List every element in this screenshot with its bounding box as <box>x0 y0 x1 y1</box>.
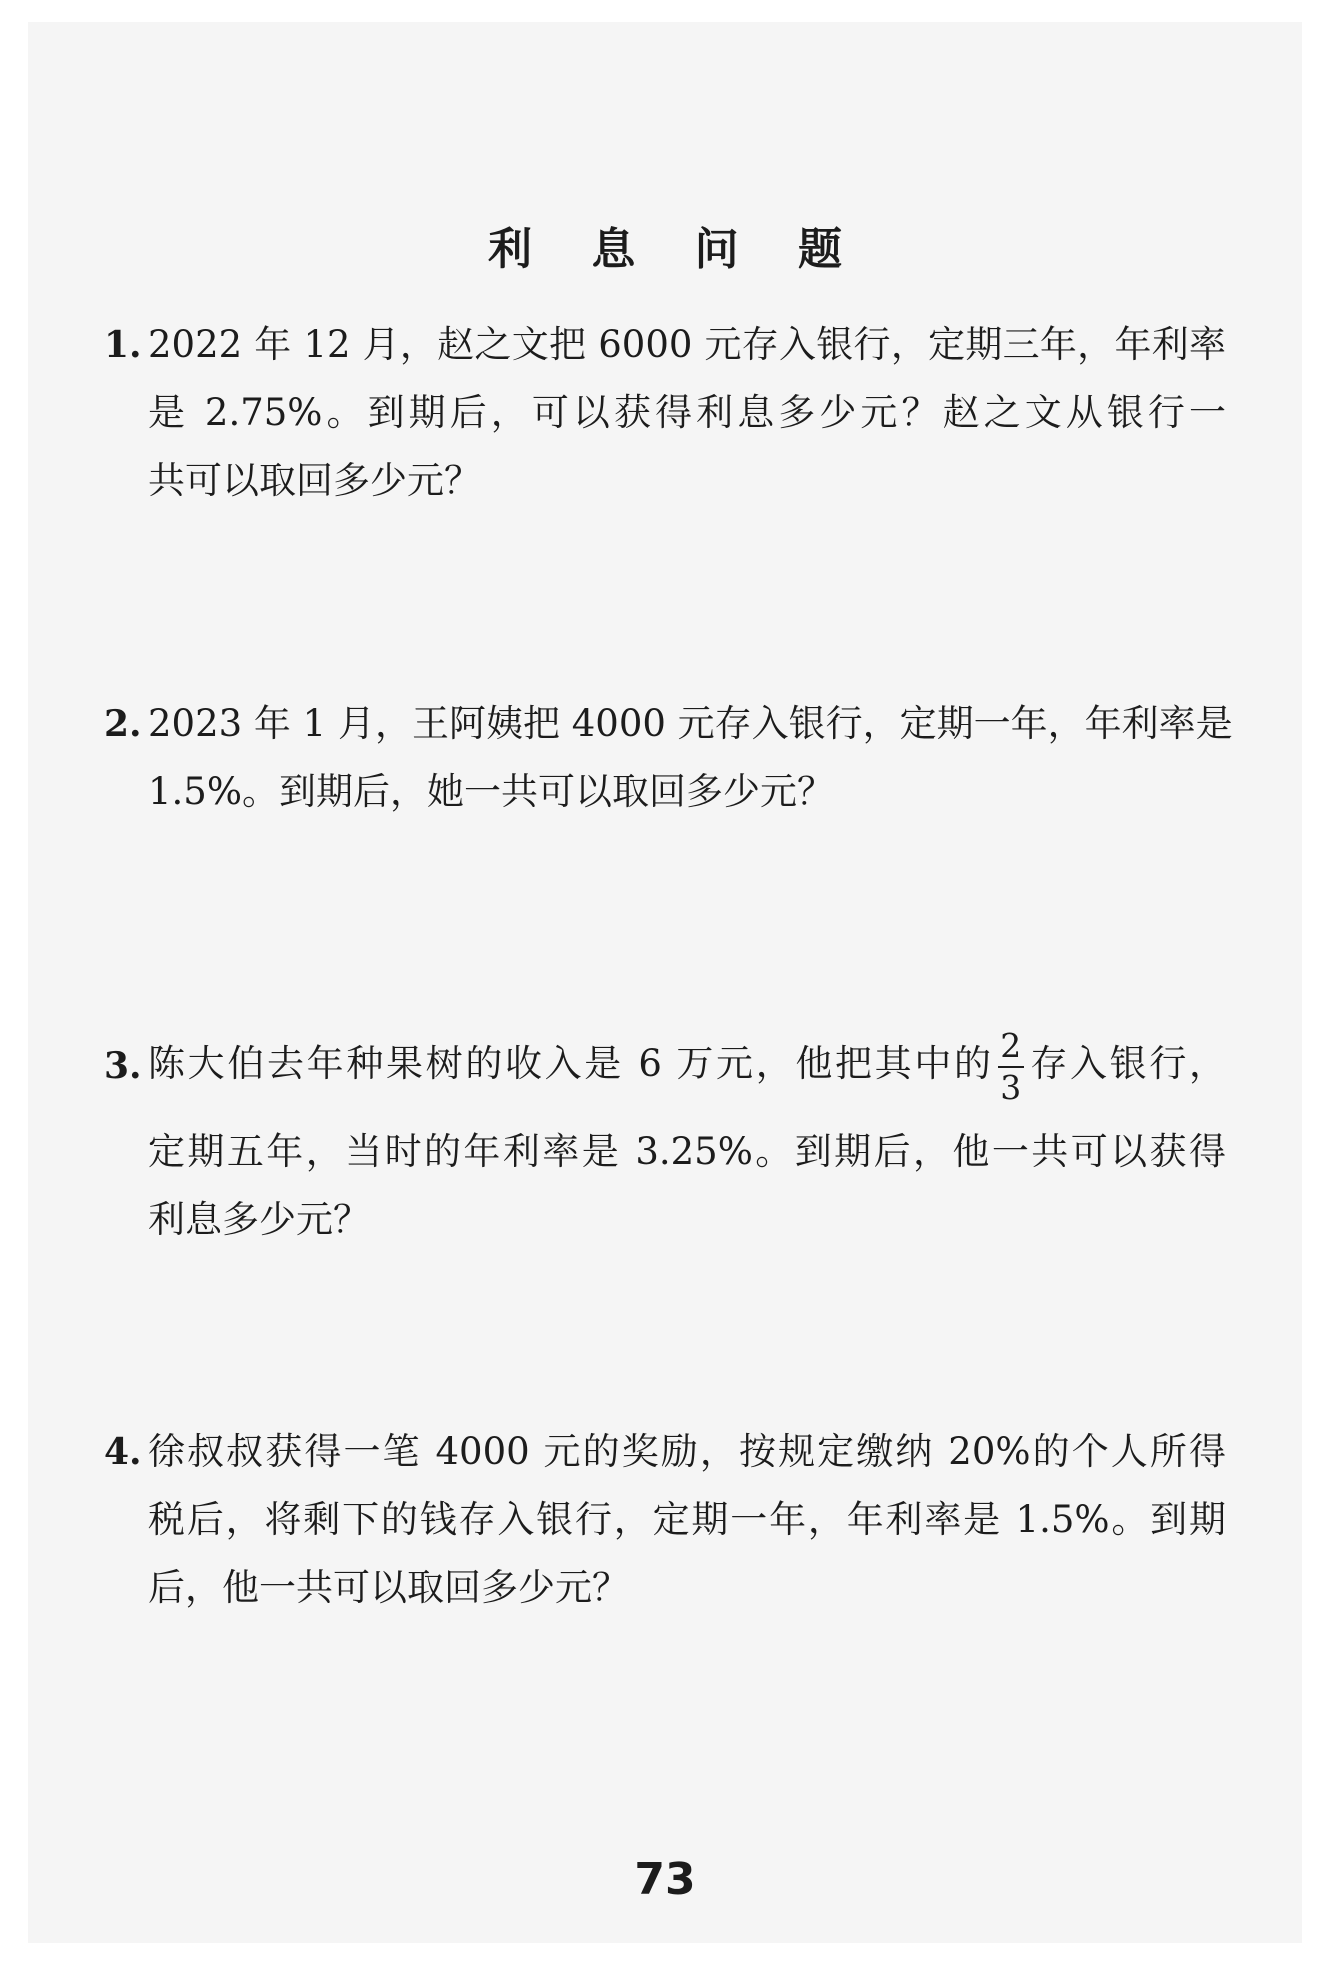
problem-2 <box>104 690 1233 826</box>
problem-line: 共可以取回多少元？ <box>148 459 481 502</box>
fraction <box>998 1026 1024 1108</box>
page-number: 73 <box>634 1854 696 1905</box>
problem-line: 后，他一共可以取回多少元？ <box>148 1566 629 1609</box>
problem-line: 利息多少元？ <box>148 1198 370 1241</box>
problem-3 <box>104 1010 1226 1254</box>
problem-number: 3. <box>104 1045 142 1087</box>
problem-number: 1. <box>104 324 142 366</box>
problem-text: 存入银行， <box>1027 1042 1227 1085</box>
fraction-denominator: 3 <box>1000 1067 1022 1107</box>
problem-1 <box>104 311 1226 515</box>
problem-line: 2022 年 12 月，赵之文把 6000 元存入银行，定期三年，年利率 <box>148 323 1226 366</box>
problem-text: 陈大伯去年种果树的收入是 6 万元，他把其中的 <box>148 1042 994 1085</box>
problem-line <box>104 1010 1226 1118</box>
problem-line: 税后，将剩下的钱存入银行，定期一年，年利率是 1.5%。到期 <box>148 1498 1226 1541</box>
problem-line: 1.5%。到期后，她一共可以取回多少元？ <box>148 770 834 813</box>
problem-number: 2. <box>104 703 142 745</box>
problem-line: 徐叔叔获得一笔 4000 元的奖励，按规定缴纳 20%的个人所得 <box>148 1430 1226 1473</box>
problem-number: 4. <box>104 1431 142 1473</box>
problem-line: 是 2.75%。到期后，可以获得利息多少元？赵之文从银行一 <box>148 391 1226 434</box>
problem-4 <box>104 1418 1226 1622</box>
problem-line: 2023 年 1 月，王阿姨把 4000 元存入银行，定期一年，年利率是 <box>148 702 1233 745</box>
problem-line: 定期五年，当时的年利率是 3.25%。到期后，他一共可以获得 <box>148 1130 1226 1173</box>
page-title: 利 息 问 题 <box>488 224 864 275</box>
fraction-numerator: 2 <box>1000 1025 1022 1065</box>
